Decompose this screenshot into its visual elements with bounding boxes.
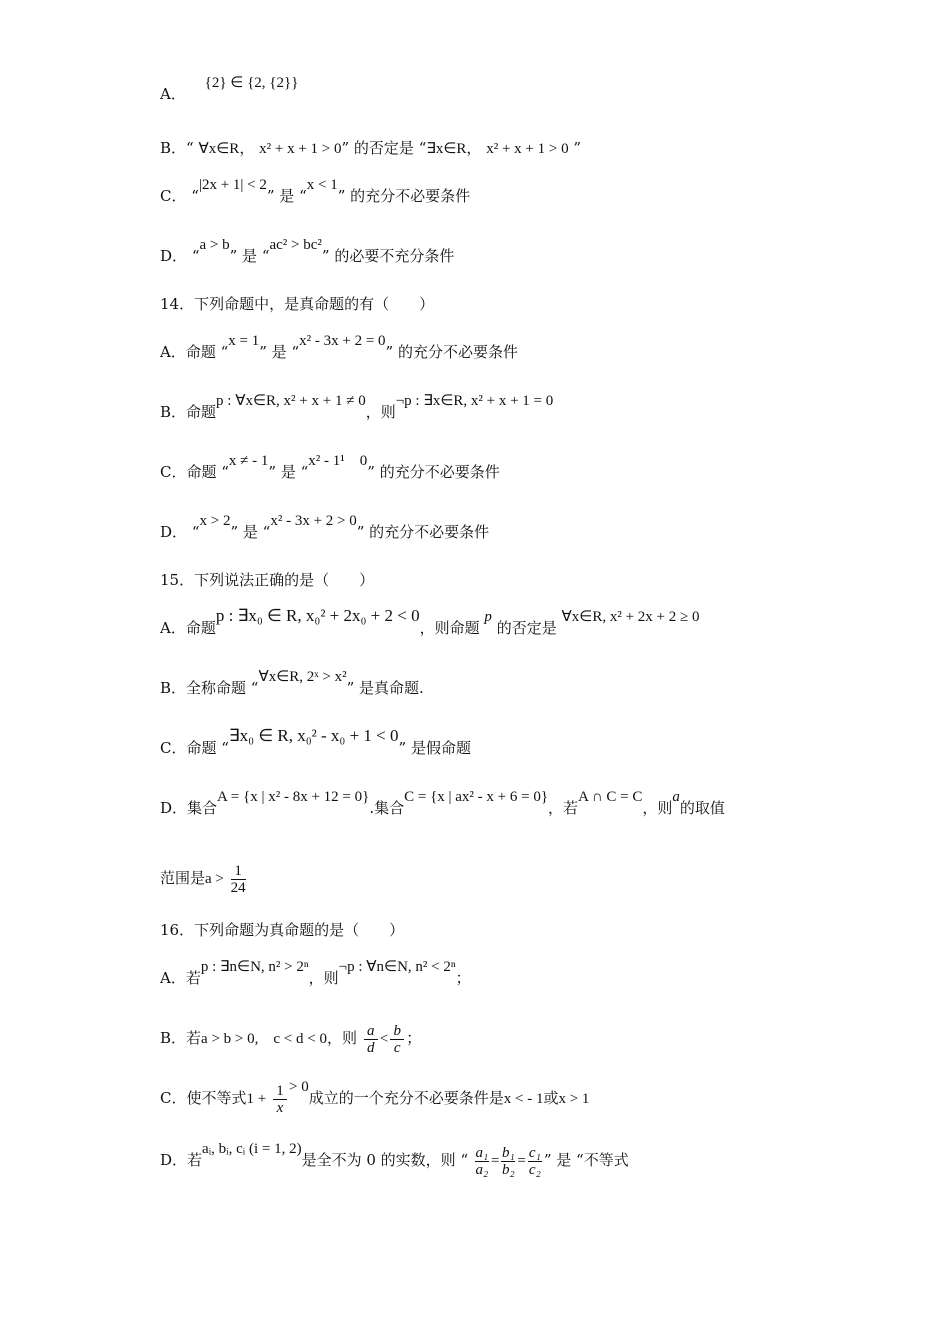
option-label: C． — [160, 463, 187, 481]
q15-stem: 15．下列说法正确的是（ ） — [160, 571, 375, 589]
math-expr: p : ∃n∈N, n² > 2ⁿ — [200, 959, 309, 975]
text: ” 是 “ — [230, 523, 271, 541]
option-label: A． — [160, 619, 186, 637]
q13-option-b — [160, 138, 581, 159]
option-label: A． — [160, 343, 186, 361]
option-label: B． — [160, 1029, 187, 1047]
math-expr: {2} ∈ {2, {2}} — [204, 75, 299, 91]
fraction-numerator: c₁ — [528, 1144, 541, 1161]
text: ，若 — [548, 799, 579, 817]
q16-stem: 16．下列命题为真命题的是（ ） — [160, 921, 405, 939]
text: 命题 — [185, 619, 216, 637]
text: 命题 “ — [186, 463, 229, 481]
fraction-denominator: b₂ — [502, 1161, 515, 1178]
math-expr: ∀x∈R， — [198, 141, 255, 157]
quote-close: ” — [568, 139, 582, 157]
math-expr: x > 1 — [558, 1091, 590, 1107]
fraction-denominator: c — [393, 1039, 401, 1056]
q16-option-b — [160, 1018, 421, 1059]
text: ” 是 “ — [259, 343, 300, 361]
text: ” 的充分不必要条件 — [367, 463, 500, 481]
text: ，则 — [365, 403, 396, 421]
q14-option-c — [160, 453, 500, 483]
option-label: B． — [160, 139, 187, 157]
q14-stem: 14．下列命题中，是真命题的有（ ） — [160, 295, 435, 313]
fraction — [528, 1145, 542, 1178]
option-label: D． — [160, 523, 188, 541]
math-expr: ∀x∈R, x² + 2x + 2 ≥ 0 — [561, 609, 700, 625]
math-expr: ∃x∈R， — [426, 141, 482, 157]
fraction-numerator: 1 — [276, 1082, 284, 1099]
option-label: D． — [160, 247, 188, 265]
math-expr: > 0 — [289, 1079, 309, 1095]
text: 成立的一个充分不必要条件是 — [308, 1089, 504, 1107]
text: ，则 — [642, 799, 673, 817]
math-expr: x² - 1¹ 0 — [308, 453, 368, 469]
fraction-denominator: x — [276, 1099, 284, 1116]
fraction-denominator: d — [367, 1039, 375, 1056]
math-var: a — [672, 789, 680, 805]
math-expr: x² + x + 1 > 0 — [486, 141, 569, 157]
math-operator: < — [379, 1031, 389, 1047]
q15-option-a — [160, 606, 700, 639]
math-expr: x² - 3x + 2 > 0 — [270, 513, 357, 529]
q14-option-d — [160, 513, 490, 543]
math-expr: A ∩ C = C — [578, 789, 643, 805]
text: ” 是 “不等式 — [543, 1151, 629, 1169]
text: ，则命题 — [419, 619, 480, 637]
q16-option-d — [160, 1140, 629, 1181]
q15-option-d-continued — [160, 858, 248, 899]
text: ” 是真命题. — [346, 679, 424, 697]
q14-option-b — [160, 393, 554, 423]
option-label: C． — [160, 739, 187, 757]
text: .集合 — [369, 799, 405, 817]
quote-open: “ — [191, 187, 199, 205]
math-expr: p : ∀x∈R, x² + x + 1 ≠ 0 — [216, 393, 366, 409]
option-label: C． — [160, 187, 187, 205]
text: 命题 — [186, 403, 217, 421]
math-operator: = — [490, 1153, 500, 1169]
q16-option-a — [160, 959, 471, 989]
math-expr: x ≠ - 1 — [228, 453, 269, 469]
q16-option-c — [160, 1078, 589, 1119]
math-expr: a > — [205, 871, 224, 887]
quote-open: “ — [191, 523, 200, 541]
text: 的取值 — [679, 799, 725, 817]
text: ” 是假命题 — [398, 739, 471, 757]
fraction-numerator: a — [367, 1022, 375, 1039]
text: ” 的充分不必要条件 — [385, 343, 518, 361]
text: 是全不为 0 的实数，则 “ — [301, 1151, 469, 1169]
q13-option-a — [160, 75, 299, 105]
q13-option-c — [160, 177, 471, 207]
math-expr: x² + x + 1 > 0 — [259, 141, 342, 157]
option-label: D． — [160, 799, 188, 817]
math-expr: x² - 3x + 2 = 0 — [299, 333, 386, 349]
math-var: p — [484, 609, 492, 625]
math-expr: ∀x∈R, 2ˣ > x² — [258, 669, 347, 685]
fraction-numerator: 1 — [234, 862, 242, 879]
q15-option-c — [160, 726, 471, 758]
text: 若 — [187, 1151, 203, 1169]
fraction — [390, 1023, 404, 1056]
fraction-numerator: a₁ — [475, 1144, 489, 1161]
text: 若 — [186, 1029, 202, 1047]
text: 使不等式 — [186, 1089, 247, 1107]
option-label: A． — [160, 969, 186, 987]
fraction-denominator: 24 — [230, 879, 246, 896]
fraction — [231, 863, 246, 896]
q13-option-d — [160, 237, 455, 267]
math-expr: x < 1 — [306, 177, 338, 193]
text: ” 是 “ — [229, 247, 270, 265]
text: ” 的否定是 “ — [341, 139, 427, 157]
text: ” 的充分不必要条件 — [356, 523, 490, 541]
option-label: B． — [160, 403, 187, 421]
text: 命题 “ — [185, 343, 229, 361]
fraction — [475, 1145, 489, 1178]
math-expr: ∃x₀ ∈ R, x₀² - x₀ + 1 < 0 — [228, 726, 399, 745]
text: ； — [406, 1029, 422, 1047]
text: ” 是 “ — [268, 463, 309, 481]
q15-option-d — [160, 789, 725, 819]
text: ，则 — [326, 1029, 357, 1047]
fraction-denominator: c₂ — [528, 1161, 541, 1178]
math-expr: ac² > bc² — [269, 237, 322, 253]
fraction — [273, 1083, 287, 1116]
math-expr: 1 + — [246, 1091, 267, 1107]
text: 集合 — [187, 799, 218, 817]
option-label: D． — [160, 1151, 188, 1169]
text: 的否定是 — [496, 619, 557, 637]
math-expr: C = {x | ax² - x + 6 = 0} — [404, 789, 549, 805]
math-expr: ¬p : ∃x∈R, x² + x + 1 = 0 — [395, 393, 554, 409]
text: 范围是 — [160, 869, 206, 887]
option-label: B． — [160, 679, 187, 697]
fraction — [364, 1023, 378, 1056]
fraction-numerator: b — [393, 1022, 401, 1039]
option-label: C． — [160, 1089, 187, 1107]
math-expr: x < - 1 — [503, 1091, 544, 1107]
text: 全称命题 “ — [186, 679, 259, 697]
q15-option-b — [160, 669, 424, 699]
text: 或 — [543, 1089, 559, 1107]
text: ” 的充分不必要条件 — [337, 187, 471, 205]
fraction-denominator: a₂ — [475, 1161, 489, 1178]
fraction — [501, 1145, 515, 1178]
math-expr: ¬p : ∀n∈N, n² < 2ⁿ — [338, 959, 456, 975]
math-expr: p : ∃x₀ ∈ R, x₀² + 2x₀ + 2 < 0 — [215, 606, 420, 625]
text: ” 的必要不充分条件 — [321, 247, 455, 265]
quote-open: “ — [186, 139, 194, 157]
math-expr: x = 1 — [228, 333, 260, 349]
math-expr: |2x + 1| < 2 — [198, 177, 267, 193]
text: 若 — [185, 969, 201, 987]
quote-open: “ — [191, 247, 200, 265]
math-expr: a > b > 0, c < d < 0 — [201, 1031, 327, 1047]
math-expr: a > b — [199, 237, 230, 253]
text: ” 是 “ — [266, 187, 307, 205]
math-expr: x > 2 — [199, 513, 231, 529]
text: 命题 “ — [186, 739, 229, 757]
text: ； — [455, 969, 471, 987]
math-expr: A = {x | x² - 8x + 12 = 0} — [217, 789, 370, 805]
fraction-numerator: b₁ — [502, 1144, 515, 1161]
option-label: A． — [160, 85, 186, 103]
math-expr: aᵢ, bᵢ, cᵢ (i = 1, 2) — [202, 1141, 302, 1157]
q14-option-a — [160, 333, 518, 363]
text: ，则 — [308, 969, 339, 987]
math-operator: = — [517, 1153, 526, 1169]
